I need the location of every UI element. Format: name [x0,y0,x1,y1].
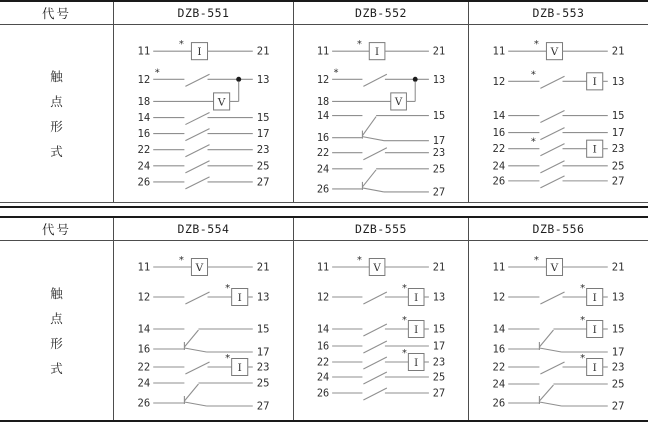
function-box-letter: V [550,261,559,274]
star-mark: * [580,315,586,326]
terminal-label: 22 [137,361,151,374]
contact-row-12 [137,283,269,305]
terminal-label: 24 [137,160,151,173]
terminal-label: 13 [256,291,270,304]
star-mark: * [178,39,184,51]
contact-row-14 [492,315,624,337]
contact-row-14 [137,112,269,125]
model-header-cell [293,218,468,240]
contact-row-16 [492,330,624,358]
terminal-label: 21 [611,261,625,274]
contact-diagram-DZB-555 [294,241,468,420]
terminal-label: 27 [611,175,625,188]
function-box-letter: I [592,76,597,89]
code-header-cell [0,218,113,240]
contact-row-11 [492,39,624,60]
model-name: DZB-554 [177,222,230,236]
contact-row-11 [317,255,445,276]
side-label-contact-form [0,241,113,420]
terminal-label: 24 [316,163,330,176]
terminal-label: 22 [137,144,151,157]
terminal-label: 12 [316,73,330,86]
terminal-label: 14 [137,323,151,336]
side-label-contact-form [0,25,113,202]
terminal-label: 12 [137,291,151,304]
contact-row-18 [137,81,238,110]
table-bottom [0,216,648,422]
function-box-letter: V [550,45,559,58]
contact-row-24 [317,371,445,384]
terminal-label: 12 [137,73,151,86]
star-mark: * [333,67,339,79]
terminal-label: 27 [611,400,625,413]
function-box-letter: I [414,323,419,336]
terminal-label: 17 [256,346,270,359]
terminal-label: 22 [316,356,330,369]
terminal-label: 25 [256,377,270,390]
star-mark: * [530,136,536,148]
diagram-cell-DZB-554 [113,241,293,420]
table-gap [0,208,648,216]
model-header-cell [113,2,293,24]
terminal-label: 26 [492,175,506,188]
terminal-label: 22 [316,147,330,160]
diagram-cell-DZB-555 [293,241,468,420]
terminal-label: 21 [611,45,625,58]
terminal-label: 13 [611,75,625,88]
contact-row-24 [492,379,624,391]
terminal-label: 16 [137,343,151,356]
terminal-label: 13 [432,73,446,86]
terminal-label: 13 [256,73,270,86]
terminal-label: 18 [316,95,330,108]
terminal-label: 21 [256,261,270,274]
contact-row-11 [137,255,269,275]
terminal-label: 23 [256,361,270,374]
terminal-label: 27 [256,176,270,189]
contact-row-26 [137,384,269,412]
contact-row-22 [317,348,445,371]
contact-diagram-DZB-554 [114,241,293,420]
terminal-label: 23 [611,361,625,374]
terminal-label: 22 [492,361,506,374]
terminal-label: 24 [492,160,506,173]
contact-row-26 [137,176,269,189]
star-mark: * [580,283,586,294]
terminal-label: 11 [137,45,151,58]
contact-row-12 [492,69,624,90]
terminal-label: 17 [611,346,625,359]
contact-row-14 [492,110,624,123]
terminal-label: 15 [432,323,446,336]
terminal-label: 26 [137,397,151,410]
star-mark: * [357,39,362,51]
terminal-label: 23 [611,143,625,156]
junction-dot [236,77,241,82]
terminal-label: 24 [137,377,151,390]
contact-row-22 [137,144,269,157]
terminal-label: 23 [256,144,270,157]
terminal-label: 16 [492,343,506,356]
star-mark: * [154,67,160,79]
contact-row-24 [492,160,624,173]
terminal-label: 14 [316,323,330,336]
star-mark: * [402,282,407,295]
contact-row-22 [492,353,624,375]
terminal-label: 25 [432,371,446,384]
contact-row-16 [317,117,445,148]
contact-row-26 [492,385,624,412]
diagram-cell-DZB-556 [468,241,648,420]
terminal-label: 26 [137,176,151,189]
diagram-cell-DZB-552 [293,25,468,202]
model-header-cell [113,218,293,240]
contact-row-12 [317,67,445,86]
contact-row-14 [317,315,445,338]
star-mark: * [178,255,184,266]
contact-row-12 [317,283,445,306]
terminal-label: 12 [316,291,330,304]
terminal-label: 11 [316,261,330,274]
terminal-label: 15 [611,110,625,123]
contact-row-24 [317,163,445,175]
contact-row-16 [137,330,269,358]
contact-row-16 [137,128,269,141]
terminal-label: 14 [492,110,506,123]
star-mark: * [225,353,231,364]
function-box-letter: I [414,291,419,304]
side-label-char: 触 [50,286,63,301]
function-box-letter: V [373,261,381,274]
model-name: DZB-555 [355,222,407,236]
terminal-label: 15 [256,112,270,125]
model-name: DZB-551 [177,6,230,20]
terminal-label: 11 [316,45,330,58]
terminal-label: 26 [316,387,330,400]
function-box-letter: I [592,143,597,156]
contact-row-11 [137,39,269,60]
star-mark: * [530,69,536,81]
table-top-body-row [0,25,648,203]
contact-row-18 [317,81,415,110]
terminal-label: 25 [256,160,270,173]
function-box-letter: I [592,291,597,304]
terminal-label: 14 [492,323,506,336]
terminal-label: 17 [432,135,446,148]
function-box-letter: I [237,361,242,374]
function-box-letter: I [375,45,380,59]
terminal-label: 16 [137,128,151,141]
terminal-label: 21 [256,45,270,58]
function-box-letter: I [592,361,597,374]
contact-diagram-DZB-552 [294,25,468,202]
terminal-label: 15 [256,323,270,336]
function-box-letter: I [197,45,202,58]
model-header-cell [468,218,648,240]
function-box-letter: V [217,96,226,109]
terminal-label: 14 [137,112,151,125]
terminal-label: 11 [492,45,506,58]
terminal-label: 25 [611,378,625,391]
diagram-cell-DZB-553 [468,25,648,202]
side-label-char: 式 [50,144,63,159]
function-box-letter: V [195,261,204,274]
contact-row-22 [317,147,445,160]
code-header-label: 代号 [41,222,71,237]
table-top [0,0,648,208]
terminal-label: 13 [611,291,625,304]
terminal-label: 23 [432,356,446,369]
code-header-label: 代号 [41,6,71,21]
function-box-letter: I [592,323,597,336]
terminal-label: 16 [492,127,506,140]
function-box-letter: V [394,96,403,109]
terminal-label: 12 [492,291,506,304]
terminal-label: 27 [432,186,446,199]
contact-row-11 [317,39,445,60]
star-mark: * [402,314,407,327]
contact-row-16 [317,340,445,353]
diagram-cell-DZB-551 [113,25,293,202]
contact-row-24 [137,378,269,390]
terminal-label: 15 [611,323,625,336]
terminal-label: 13 [432,291,446,304]
side-label-char: 点 [50,311,63,326]
model-header-cell [468,2,648,24]
contact-diagram-DZB-556 [469,241,648,420]
contact-row-11 [492,255,624,275]
table-bottom-header-row [0,218,648,241]
star-mark: * [533,39,539,51]
contact-diagram-DZB-553 [469,25,648,202]
side-label-char: 触 [50,69,63,84]
terminal-label: 15 [432,109,446,123]
terminal-label: 11 [492,261,506,274]
contact-diagram-DZB-551 [114,25,293,202]
terminal-label: 17 [256,128,270,141]
model-name: DZB-552 [355,6,407,20]
terminal-label: 27 [256,400,270,413]
terminal-label: 24 [316,371,330,384]
terminal-label: 26 [492,397,506,410]
model-name: DZB-556 [532,222,585,236]
terminal-label: 27 [432,387,446,400]
side-label-char: 形 [50,336,63,351]
terminal-label: 22 [492,143,506,156]
code-header-cell [0,2,113,24]
terminal-label: 14 [316,109,330,123]
star-mark: * [357,254,362,267]
side-label-char: 点 [50,94,63,109]
terminal-label: 21 [432,261,446,274]
star-mark: * [402,347,407,360]
star-mark: * [533,255,539,266]
contact-row-26 [317,170,445,199]
contact-row-12 [492,283,624,305]
terminal-label: 11 [137,261,151,274]
contact-row-14 [317,110,445,122]
junction-dot [413,77,418,82]
terminal-label: 17 [432,340,446,353]
terminal-label: 16 [316,132,330,145]
contact-row-22 [492,137,624,158]
terminal-label: 25 [611,160,625,173]
contact-row-22 [137,353,269,375]
terminal-label: 25 [432,163,446,176]
star-mark: * [225,283,231,294]
terminal-label: 17 [611,127,625,140]
contact-row-12 [137,67,269,86]
function-box-letter: I [237,291,242,304]
terminal-label: 26 [316,183,330,196]
side-label-char: 式 [50,361,63,376]
terminal-label: 16 [316,340,330,353]
star-mark: * [580,353,586,364]
contact-row-26 [317,387,445,400]
table-top-header-row [0,2,648,25]
model-name: DZB-553 [532,6,585,20]
contact-row-16 [492,127,624,140]
terminal-label: 23 [432,147,446,160]
terminal-label: 21 [432,45,446,58]
contact-row-14 [137,324,269,336]
double-rule-spacer [0,203,648,206]
contact-row-26 [492,175,624,188]
table-bottom-body-row [0,241,648,420]
function-box-letter: I [414,356,419,369]
contact-row-24 [137,160,269,173]
terminal-label: 12 [492,75,506,88]
terminal-label: 24 [492,378,506,391]
model-header-cell [293,2,468,24]
side-label-char: 形 [50,119,63,134]
terminal-label: 18 [137,95,151,108]
